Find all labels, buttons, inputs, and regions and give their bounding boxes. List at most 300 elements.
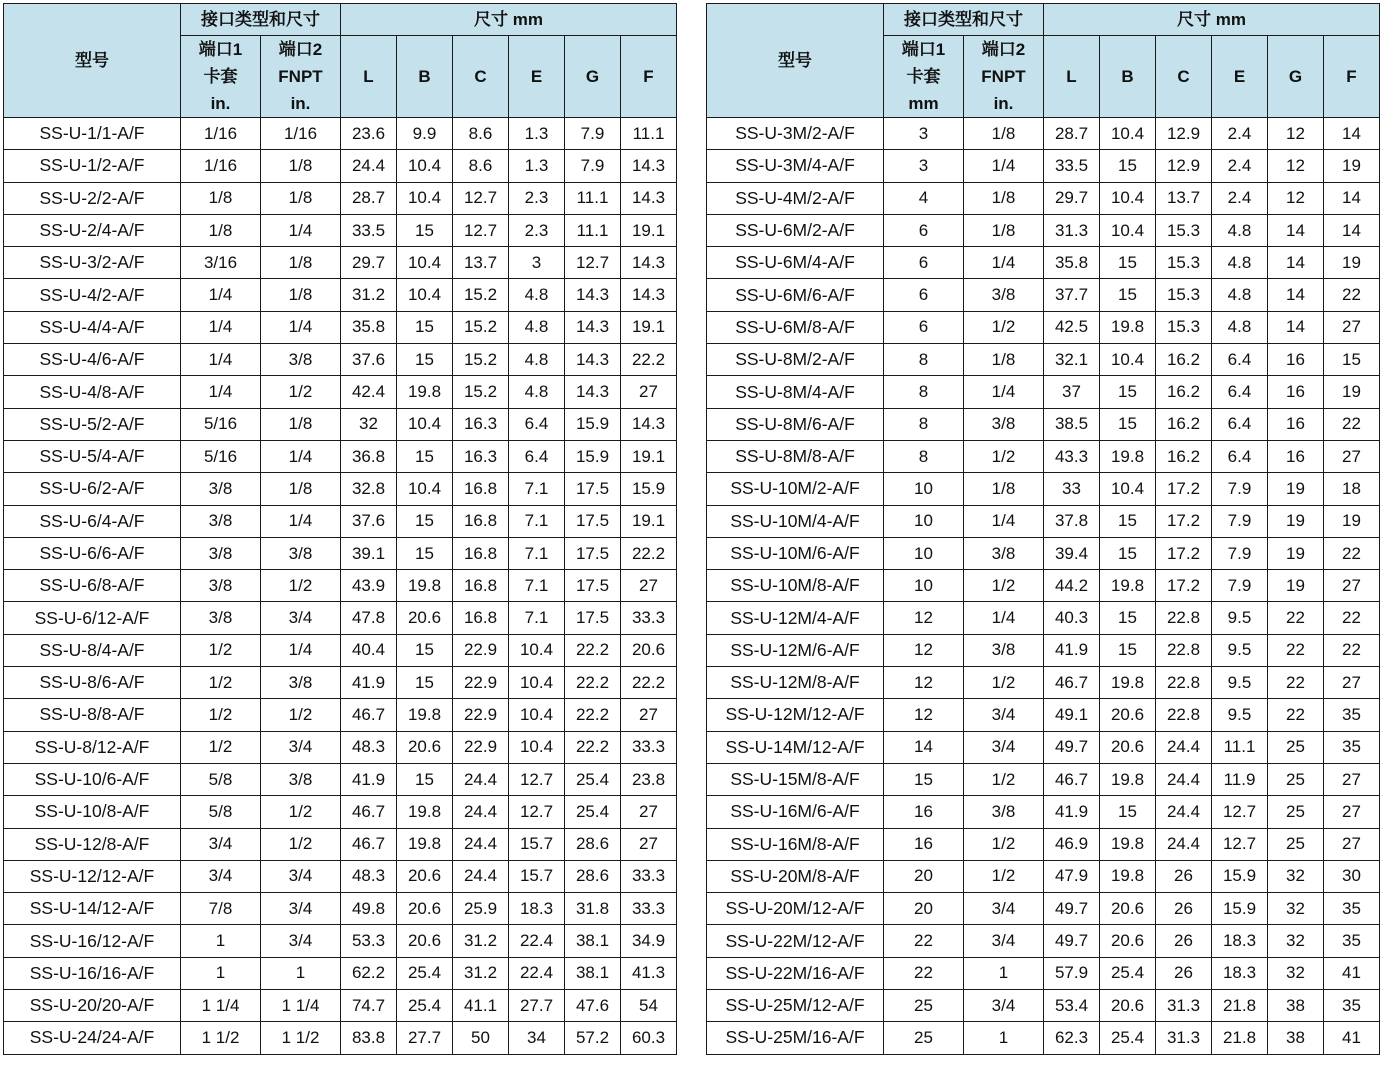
cell-port1: 1/4 (181, 344, 261, 376)
cell-model: SS-U-12/8-A/F (4, 828, 181, 860)
cell-dim-b: 10.4 (1100, 118, 1156, 150)
cell-dim-e: 7.1 (509, 537, 565, 569)
cell-dim-b: 25.4 (1100, 1022, 1156, 1054)
cell-dim-b: 25.4 (397, 957, 453, 989)
cell-dim-c: 16.3 (453, 440, 509, 472)
cell-dim-g: 25.4 (565, 796, 621, 828)
cell-dim-l: 24.4 (341, 150, 397, 182)
cell-dim-e: 3 (509, 247, 565, 279)
table-row (4, 150, 677, 182)
cell-port2: 3/8 (261, 763, 341, 795)
cell-dim-c: 24.4 (1156, 731, 1212, 763)
cell-dim-e: 2.3 (509, 214, 565, 246)
cell-dim-f: 11.1 (621, 118, 677, 150)
cell-dim-e: 7.9 (1212, 505, 1268, 537)
cell-dim-b: 15 (397, 634, 453, 666)
table-row (4, 182, 677, 214)
cell-port1: 10 (884, 570, 964, 602)
cell-dim-f: 19 (1324, 505, 1380, 537)
cell-dim-c: 22.8 (1156, 667, 1212, 699)
table-body (707, 118, 1380, 1055)
cell-port1: 25 (884, 1022, 964, 1054)
cell-dim-b: 10.4 (397, 408, 453, 440)
cell-port1: 3 (884, 150, 964, 182)
cell-dim-c: 22.9 (453, 731, 509, 763)
cell-port1: 5/8 (181, 796, 261, 828)
cell-dim-b: 19.8 (1100, 570, 1156, 602)
cell-dim-l: 35.8 (341, 311, 397, 343)
cell-port1: 1/8 (181, 182, 261, 214)
cell-dim-c: 24.4 (453, 763, 509, 795)
cell-dim-l: 33.5 (341, 214, 397, 246)
cell-dim-c: 22.8 (1156, 634, 1212, 666)
cell-model: SS-U-4/8-A/F (4, 376, 181, 408)
cell-dim-f: 14 (1324, 182, 1380, 214)
cell-dim-e: 21.8 (1212, 990, 1268, 1022)
cell-dim-b: 15 (1100, 537, 1156, 569)
cell-model: SS-U-4/6-A/F (4, 344, 181, 376)
cell-dim-f: 27 (621, 699, 677, 731)
cell-dim-b: 15 (397, 311, 453, 343)
cell-model: SS-U-4/4-A/F (4, 311, 181, 343)
cell-port1: 1/2 (181, 699, 261, 731)
cell-dim-f: 14.3 (621, 182, 677, 214)
cell-dim-l: 43.3 (1044, 440, 1100, 472)
cell-dim-c: 26 (1156, 957, 1212, 989)
cell-port2: 3/4 (964, 893, 1044, 925)
col-header-dim-g: G (1268, 36, 1324, 118)
cell-port1: 3/8 (181, 473, 261, 505)
cell-dim-e: 4.8 (509, 311, 565, 343)
cell-dim-e: 4.8 (1212, 279, 1268, 311)
cell-model: SS-U-8/12-A/F (4, 731, 181, 763)
cell-dim-b: 19.8 (397, 376, 453, 408)
cell-model: SS-U-14M/12-A/F (707, 731, 884, 763)
cell-dim-e: 7.1 (509, 570, 565, 602)
cell-dim-b: 10.4 (397, 279, 453, 311)
cell-dim-c: 15.3 (1156, 247, 1212, 279)
cell-port2: 1/2 (964, 667, 1044, 699)
cell-model: SS-U-20M/8-A/F (707, 860, 884, 892)
cell-port1: 5/16 (181, 408, 261, 440)
cell-port1: 3/8 (181, 505, 261, 537)
cell-model: SS-U-20/20-A/F (4, 990, 181, 1022)
table-row (707, 214, 1380, 246)
cell-dim-b: 19.8 (1100, 860, 1156, 892)
cell-dim-c: 26 (1156, 860, 1212, 892)
cell-dim-e: 9.5 (1212, 634, 1268, 666)
cell-model: SS-U-25M/16-A/F (707, 1022, 884, 1054)
table-row (707, 311, 1380, 343)
cell-dim-c: 8.6 (453, 118, 509, 150)
cell-dim-c: 15.2 (453, 344, 509, 376)
cell-dim-c: 22.9 (453, 667, 509, 699)
cell-dim-g: 17.5 (565, 602, 621, 634)
cell-model: SS-U-8/4-A/F (4, 634, 181, 666)
cell-model: SS-U-12/12-A/F (4, 860, 181, 892)
cell-port1: 14 (884, 731, 964, 763)
table-row (4, 376, 677, 408)
table-row (707, 344, 1380, 376)
table-row (4, 408, 677, 440)
cell-dim-g: 32 (1268, 860, 1324, 892)
cell-dim-e: 15.7 (509, 828, 565, 860)
cell-dim-g: 14 (1268, 279, 1324, 311)
cell-dim-f: 22 (1324, 408, 1380, 440)
cell-port2: 1/2 (261, 570, 341, 602)
cell-dim-b: 19.8 (1100, 667, 1156, 699)
cell-dim-f: 19 (1324, 247, 1380, 279)
cell-dim-f: 33.3 (621, 893, 677, 925)
cell-port2: 1/8 (964, 118, 1044, 150)
cell-dim-g: 17.5 (565, 505, 621, 537)
cell-dim-e: 7.1 (509, 473, 565, 505)
cell-dim-f: 19.1 (621, 505, 677, 537)
cell-dim-f: 14 (1324, 118, 1380, 150)
cell-port2: 1/8 (964, 214, 1044, 246)
cell-port2: 1 1/2 (261, 1022, 341, 1054)
cell-dim-e: 1.3 (509, 118, 565, 150)
cell-port1: 1/8 (181, 214, 261, 246)
cell-port2: 3/8 (261, 537, 341, 569)
cell-dim-l: 35.8 (1044, 247, 1100, 279)
cell-dim-g: 28.6 (565, 828, 621, 860)
cell-dim-e: 21.8 (1212, 1022, 1268, 1054)
cell-port2: 3/8 (261, 344, 341, 376)
cell-port1: 10 (884, 473, 964, 505)
table-row (4, 247, 677, 279)
cell-dim-g: 15.9 (565, 440, 621, 472)
cell-port2: 1/4 (261, 214, 341, 246)
cell-port2: 3/4 (964, 990, 1044, 1022)
cell-port2: 1/4 (964, 602, 1044, 634)
cell-dim-f: 27 (621, 376, 677, 408)
cell-port2: 3/8 (964, 408, 1044, 440)
cell-dim-g: 32 (1268, 957, 1324, 989)
cell-dim-c: 16.2 (1156, 408, 1212, 440)
cell-dim-g: 22 (1268, 667, 1324, 699)
cell-dim-e: 4.8 (509, 344, 565, 376)
cell-dim-e: 7.1 (509, 602, 565, 634)
cell-port1: 6 (884, 214, 964, 246)
cell-port1: 8 (884, 408, 964, 440)
cell-port1: 12 (884, 667, 964, 699)
cell-model: SS-U-10M/6-A/F (707, 537, 884, 569)
cell-dim-f: 27 (1324, 796, 1380, 828)
cell-port2: 1/2 (964, 311, 1044, 343)
cell-port2: 1/2 (261, 796, 341, 828)
cell-model: SS-U-6/4-A/F (4, 505, 181, 537)
cell-dim-b: 15 (397, 763, 453, 795)
cell-dim-c: 24.4 (1156, 828, 1212, 860)
cell-dim-g: 47.6 (565, 990, 621, 1022)
cell-dim-f: 41.3 (621, 957, 677, 989)
cell-dim-c: 31.2 (453, 957, 509, 989)
cell-dim-e: 7.9 (1212, 537, 1268, 569)
cell-dim-l: 46.7 (341, 699, 397, 731)
cell-port2: 1/2 (964, 570, 1044, 602)
cell-port1: 4 (884, 182, 964, 214)
cell-port2: 1/4 (261, 505, 341, 537)
cell-dim-l: 37.6 (341, 344, 397, 376)
table-row (707, 699, 1380, 731)
col-header-dim-e: E (1212, 36, 1268, 118)
cell-dim-b: 19.8 (1100, 828, 1156, 860)
cell-dim-g: 22 (1268, 602, 1324, 634)
cell-port2: 1 1/4 (261, 990, 341, 1022)
cell-port2: 1/8 (261, 408, 341, 440)
cell-dim-f: 14.3 (621, 408, 677, 440)
cell-dim-g: 25 (1268, 763, 1324, 795)
cell-dim-g: 7.9 (565, 118, 621, 150)
cell-dim-e: 22.4 (509, 957, 565, 989)
table-row (707, 1022, 1380, 1054)
cell-model: SS-U-8M/6-A/F (707, 408, 884, 440)
cell-dim-g: 12.7 (565, 247, 621, 279)
table-row (4, 828, 677, 860)
cell-dim-l: 29.7 (341, 247, 397, 279)
col-header-port1: 端口1 卡套 in. (181, 36, 261, 118)
cell-dim-g: 14 (1268, 311, 1324, 343)
cell-port1: 1/2 (181, 667, 261, 699)
col-header-dim-b: B (1100, 36, 1156, 118)
cell-dim-f: 22 (1324, 634, 1380, 666)
cell-dim-l: 41.9 (1044, 796, 1100, 828)
cell-port1: 10 (884, 537, 964, 569)
cell-dim-b: 19.8 (397, 828, 453, 860)
cell-dim-l: 37.7 (1044, 279, 1100, 311)
table-row (4, 763, 677, 795)
cell-dim-b: 15 (397, 667, 453, 699)
cell-port1: 22 (884, 957, 964, 989)
cell-dim-b: 20.6 (1100, 990, 1156, 1022)
cell-dim-g: 25 (1268, 731, 1324, 763)
table-row (707, 376, 1380, 408)
cell-port2: 1/8 (964, 182, 1044, 214)
cell-port2: 1/8 (964, 344, 1044, 376)
table-row (4, 667, 677, 699)
table-row (707, 796, 1380, 828)
table-row (707, 763, 1380, 795)
col-header-port2: 端口2 FNPT in. (261, 36, 341, 118)
cell-dim-e: 7.9 (1212, 570, 1268, 602)
col-group-dimensions: 尺寸 mm (1044, 4, 1380, 36)
cell-port1: 5/8 (181, 763, 261, 795)
cell-port1: 1 (181, 957, 261, 989)
cell-dim-f: 33.3 (621, 860, 677, 892)
cell-dim-f: 22.2 (621, 667, 677, 699)
table-row (707, 505, 1380, 537)
col-header-dim-b: B (397, 36, 453, 118)
cell-dim-f: 22.2 (621, 537, 677, 569)
cell-dim-l: 28.7 (341, 182, 397, 214)
cell-model: SS-U-10M/4-A/F (707, 505, 884, 537)
cell-port2: 1/2 (261, 828, 341, 860)
cell-dim-f: 35 (1324, 925, 1380, 957)
cell-dim-g: 12 (1268, 182, 1324, 214)
cell-dim-c: 31.3 (1156, 1022, 1212, 1054)
cell-dim-g: 57.2 (565, 1022, 621, 1054)
table-row (707, 570, 1380, 602)
cell-port2: 3/4 (261, 860, 341, 892)
fitting-table-metric (706, 3, 1380, 1055)
cell-port1: 3/8 (181, 570, 261, 602)
cell-dim-f: 14 (1324, 214, 1380, 246)
cell-dim-c: 22.8 (1156, 602, 1212, 634)
cell-port1: 1/2 (181, 634, 261, 666)
cell-dim-b: 10.4 (1100, 182, 1156, 214)
cell-dim-f: 33.3 (621, 602, 677, 634)
cell-port2: 3/4 (261, 731, 341, 763)
cell-dim-b: 10.4 (397, 247, 453, 279)
cell-dim-e: 6.4 (509, 440, 565, 472)
cell-port2: 1/8 (261, 182, 341, 214)
col-header-dim-c: C (453, 36, 509, 118)
col-header-dim-g: G (565, 36, 621, 118)
cell-port1: 1 (181, 925, 261, 957)
cell-dim-g: 19 (1268, 505, 1324, 537)
cell-port2: 1 (964, 957, 1044, 989)
cell-dim-f: 27 (1324, 311, 1380, 343)
cell-dim-l: 37.8 (1044, 505, 1100, 537)
table-row (4, 796, 677, 828)
cell-dim-l: 40.3 (1044, 602, 1100, 634)
cell-port1: 3 (884, 118, 964, 150)
cell-port1: 1/16 (181, 118, 261, 150)
fitting-table-inch (3, 3, 677, 1055)
cell-port2: 1/8 (261, 150, 341, 182)
cell-port1: 1 1/4 (181, 990, 261, 1022)
cell-dim-f: 54 (621, 990, 677, 1022)
cell-dim-g: 16 (1268, 344, 1324, 376)
cell-dim-f: 27 (1324, 763, 1380, 795)
table-row (707, 408, 1380, 440)
cell-model: SS-U-6M/8-A/F (707, 311, 884, 343)
cell-dim-e: 2.3 (509, 182, 565, 214)
cell-dim-e: 9.5 (1212, 602, 1268, 634)
cell-port2: 1/4 (964, 376, 1044, 408)
cell-dim-g: 16 (1268, 440, 1324, 472)
cell-port2: 3/8 (964, 796, 1044, 828)
cell-dim-e: 18.3 (509, 893, 565, 925)
cell-dim-f: 35 (1324, 893, 1380, 925)
cell-model: SS-U-16M/6-A/F (707, 796, 884, 828)
cell-dim-l: 31.2 (341, 279, 397, 311)
cell-dim-l: 33 (1044, 473, 1100, 505)
cell-model: SS-U-22M/16-A/F (707, 957, 884, 989)
cell-dim-l: 62.2 (341, 957, 397, 989)
cell-dim-c: 8.6 (453, 150, 509, 182)
cell-dim-b: 20.6 (1100, 893, 1156, 925)
cell-dim-c: 17.2 (1156, 537, 1212, 569)
cell-dim-b: 27.7 (397, 1022, 453, 1054)
cell-dim-g: 19 (1268, 570, 1324, 602)
cell-port1: 6 (884, 247, 964, 279)
cell-dim-e: 15.7 (509, 860, 565, 892)
cell-model: SS-U-5/2-A/F (4, 408, 181, 440)
cell-port1: 10 (884, 505, 964, 537)
cell-dim-b: 15 (1100, 505, 1156, 537)
cell-dim-l: 31.3 (1044, 214, 1100, 246)
cell-port1: 1/4 (181, 279, 261, 311)
cell-dim-g: 32 (1268, 893, 1324, 925)
cell-dim-c: 41.1 (453, 990, 509, 1022)
cell-dim-b: 20.6 (397, 925, 453, 957)
table-row (707, 893, 1380, 925)
cell-dim-b: 25.4 (397, 990, 453, 1022)
col-header-dim-l: L (1044, 36, 1100, 118)
cell-dim-b: 20.6 (397, 602, 453, 634)
cell-dim-g: 12 (1268, 150, 1324, 182)
cell-dim-c: 26 (1156, 925, 1212, 957)
cell-dim-g: 14 (1268, 214, 1324, 246)
table-row (4, 344, 677, 376)
cell-dim-e: 7.9 (1212, 473, 1268, 505)
cell-dim-f: 33.3 (621, 731, 677, 763)
cell-model: SS-U-2/4-A/F (4, 214, 181, 246)
cell-dim-c: 31.3 (1156, 990, 1212, 1022)
cell-dim-c: 15.3 (1156, 279, 1212, 311)
cell-dim-c: 50 (453, 1022, 509, 1054)
cell-dim-g: 22.2 (565, 634, 621, 666)
cell-port2: 1/4 (964, 247, 1044, 279)
cell-dim-l: 23.6 (341, 118, 397, 150)
cell-dim-g: 12 (1268, 118, 1324, 150)
cell-port1: 6 (884, 311, 964, 343)
cell-dim-f: 27 (621, 828, 677, 860)
table-body (4, 118, 677, 1055)
cell-port2: 3/8 (261, 667, 341, 699)
cell-model: SS-U-16/16-A/F (4, 957, 181, 989)
cell-dim-e: 2.4 (1212, 118, 1268, 150)
cell-port1: 3/4 (181, 860, 261, 892)
cell-dim-f: 19 (1324, 376, 1380, 408)
cell-model: SS-U-8/6-A/F (4, 667, 181, 699)
cell-dim-f: 19.1 (621, 214, 677, 246)
cell-dim-c: 24.4 (453, 860, 509, 892)
cell-dim-e: 4.8 (509, 279, 565, 311)
cell-model: SS-U-6/6-A/F (4, 537, 181, 569)
table-row (4, 537, 677, 569)
cell-dim-b: 20.6 (397, 893, 453, 925)
cell-port2: 1/8 (261, 473, 341, 505)
cell-dim-g: 14.3 (565, 311, 621, 343)
table-row (4, 860, 677, 892)
cell-port2: 1 (964, 1022, 1044, 1054)
cell-dim-f: 27 (1324, 667, 1380, 699)
cell-port2: 1/16 (261, 118, 341, 150)
cell-dim-f: 34.9 (621, 925, 677, 957)
cell-dim-g: 17.5 (565, 537, 621, 569)
cell-dim-c: 16.2 (1156, 344, 1212, 376)
table-row (4, 118, 677, 150)
cell-dim-b: 10.4 (397, 150, 453, 182)
cell-model: SS-U-16/12-A/F (4, 925, 181, 957)
cell-dim-b: 25.4 (1100, 957, 1156, 989)
cell-model: SS-U-8M/4-A/F (707, 376, 884, 408)
cell-dim-c: 16.3 (453, 408, 509, 440)
cell-model: SS-U-6/2-A/F (4, 473, 181, 505)
cell-model: SS-U-8/8-A/F (4, 699, 181, 731)
cell-port1: 3/4 (181, 828, 261, 860)
cell-dim-e: 4.8 (1212, 311, 1268, 343)
cell-dim-c: 26 (1156, 893, 1212, 925)
cell-port2: 3/4 (964, 699, 1044, 731)
cell-dim-f: 35 (1324, 731, 1380, 763)
cell-dim-l: 29.7 (1044, 182, 1100, 214)
cell-dim-e: 12.7 (1212, 796, 1268, 828)
cell-dim-f: 41 (1324, 1022, 1380, 1054)
